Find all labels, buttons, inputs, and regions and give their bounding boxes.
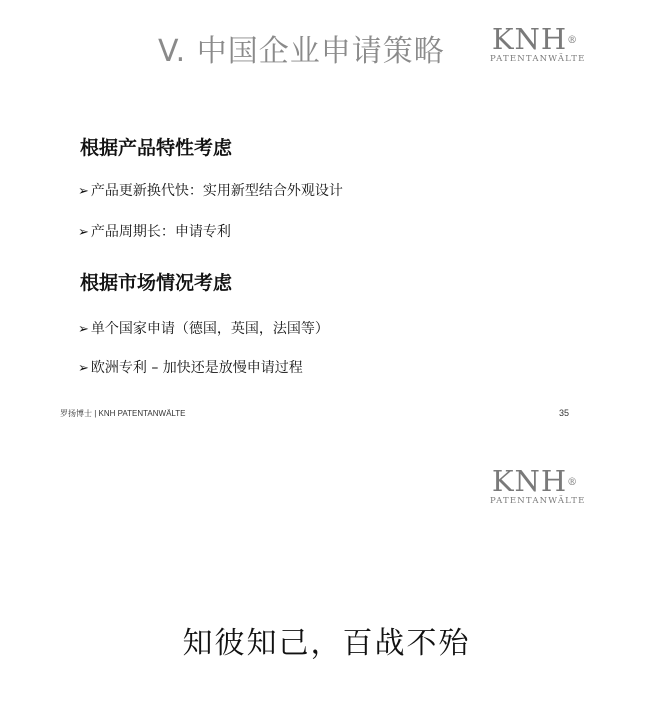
list-item: ➢ 欧洲专利 – 加快还是放慢申请过程: [78, 360, 303, 376]
logo-mark: KNH®: [491, 22, 579, 56]
page-number: 35: [559, 408, 570, 418]
logo-mark: KNH®: [491, 464, 579, 498]
section-heading-product: 根据产品特性考虑: [80, 137, 233, 159]
logo-subtitle: PATENTANWÄLTE: [490, 54, 586, 64]
slide-title: V. 中国企业申请策略: [158, 34, 445, 69]
arrow-right-icon: ➢: [78, 361, 89, 376]
list-item: ➢ 产品更新换代快：实用新型结合外观设计: [78, 183, 343, 199]
arrow-right-icon: ➢: [78, 184, 89, 199]
arrow-right-icon: ➢: [78, 322, 89, 337]
section-heading-market: 根据市场情况考虑: [80, 272, 233, 294]
footer-author: 罗扬博士 | KNH PATENTANWÄLTE: [60, 409, 186, 418]
arrow-right-icon: ➢: [78, 225, 89, 240]
knh-logo: [490, 464, 586, 506]
knh-logo: [490, 22, 586, 64]
slide-2: [0, 440, 653, 710]
list-item: ➢ 单个国家申请（德国，英国，法国等）: [78, 321, 329, 337]
list-item: ➢ 产品周期长：申请专利: [78, 224, 231, 240]
slogan: 知彼知己，百战不殆: [182, 626, 471, 661]
logo-subtitle: PATENTANWÄLTE: [490, 496, 586, 506]
